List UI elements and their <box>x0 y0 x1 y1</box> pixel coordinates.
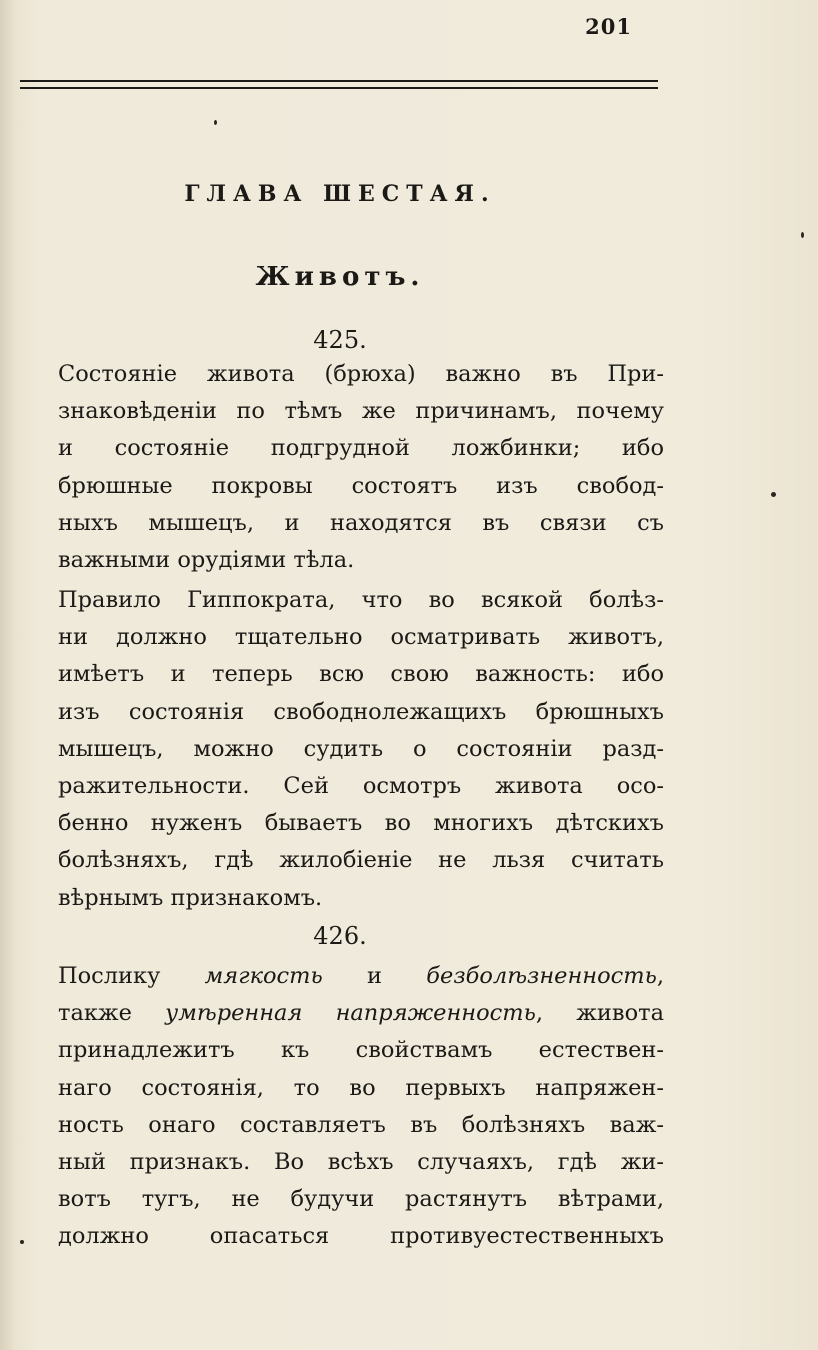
text-run: и <box>322 963 427 989</box>
paragraph-425-text <box>58 356 664 579</box>
text-line <box>58 958 664 995</box>
text-run: вотъ тугъ, не будучи растянутъ вѣтрами, <box>58 1186 664 1213</box>
text-run: , живота <box>535 1000 664 1027</box>
text-run: также <box>58 1000 166 1027</box>
print-speck <box>801 232 804 238</box>
text-line: бенно нуженъ бываетъ во многихъ дѣтскихъ <box>58 810 664 837</box>
header-rule-bottom <box>20 87 658 89</box>
paragraph-426-text <box>58 958 664 1256</box>
text-line <box>58 1144 664 1181</box>
text-line <box>58 995 664 1032</box>
text-run: , <box>656 963 664 989</box>
text-line <box>58 1218 664 1255</box>
text-run: ный признакъ. Во всѣхъ случаяхъ, гдѣ жи- <box>58 1149 664 1176</box>
text-line: брюшные покровы состоятъ изъ свобод- <box>58 472 664 499</box>
text-run: принадлежитъ къ свойствамъ естествен- <box>58 1037 664 1064</box>
text-line: важными орудіями тѣла. <box>58 547 355 574</box>
print-speck <box>20 1240 24 1244</box>
emphasis-text: мягкость <box>204 963 323 989</box>
text-line <box>58 1107 664 1144</box>
text-line: вѣрнымъ признакомъ. <box>58 884 323 911</box>
paragraph-hippocrates-text <box>58 582 664 917</box>
text-line: болѣзняхъ, гдѣ жилобіеніе не льзя считать <box>58 847 664 874</box>
paragraph-number-426: 426. <box>313 922 367 950</box>
text-line: имѣетъ и теперь всю свою важность: ибо <box>58 661 664 688</box>
text-line: знаковѣденіи по тѣмъ же причинамъ, почему <box>58 398 664 425</box>
text-line: ражительности. Сей осмотръ живота осо- <box>58 773 664 800</box>
emphasis-text: безболѣзненность <box>426 963 657 989</box>
paragraph-number-425: 425. <box>313 326 367 354</box>
text-line: мышецъ, можно судить о состояніи разд- <box>58 735 664 762</box>
text-line <box>58 1070 664 1107</box>
text-run: Послику <box>58 963 205 989</box>
section-title: Животъ. <box>255 262 425 292</box>
text-line <box>58 1181 664 1218</box>
text-run: должно опасаться противуестественныхъ <box>58 1223 664 1250</box>
emphasis-text: умѣренная напряженность <box>165 1000 536 1027</box>
print-speck <box>214 120 217 125</box>
text-run: наго состоянія, то во первыхъ напряжен- <box>58 1074 664 1101</box>
text-line: изъ состоянія свободнолежащихъ брюшныхъ <box>58 698 664 725</box>
text-line: ни должно тщательно осматривать животъ, <box>58 624 664 651</box>
chapter-title: ГЛАВА ШЕСТАЯ. <box>184 181 496 207</box>
text-line: ныхъ мышецъ, и находятся въ связи съ <box>58 509 664 536</box>
text-line: Состояніе живота (брюха) важно въ При- <box>58 361 664 387</box>
text-line: Правило Гиппократа, что во всякой болѣз- <box>58 587 664 613</box>
page-number: 201 <box>585 14 632 39</box>
text-line: и состояніе подгрудной ложбинки; ибо <box>58 435 664 462</box>
text-line <box>58 1032 664 1069</box>
header-rule-top <box>20 80 658 82</box>
text-run: ность онаго составляетъ въ болѣзняхъ важ- <box>58 1111 664 1138</box>
print-speck <box>771 492 776 497</box>
